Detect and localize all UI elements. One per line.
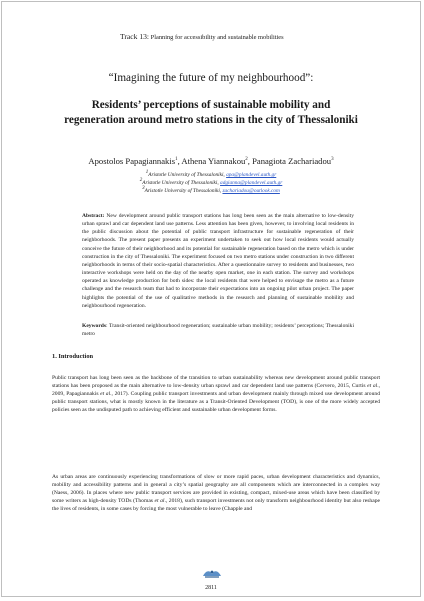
track-number: Track 13: [120,32,150,41]
author-mark: 3 [331,157,334,163]
affiliation-institution: Aristotle University of Thessaloniki, [142,179,219,186]
author-mark: 1 [175,157,178,163]
abstract-text: New development around public transport stations has long been seen as the main alternative to low-density urban sprawl and car dependent land use patterns. Less attention has been given, however, to involving local residents in the public discussion about the potential of public transport infrastructure for sustainable regeneration of their neighborhoods. The present paper presents an experiment undertaken to seek out how local residents would actually conceive the future of their neighborhood and its potential for sustainable regeneration based on the metro which is under construction in the city of Thessaloniki. The experiment focused on two metro stations under construction in two different neighborhoods in terms of their socio-spatial characteristics. After a questionnaire survey to residents and businesses, two interactive workshops were held on the day of the nearby open market, one in each station. The survey and workshops operated as knowledge production for both sides: the local residents that were helped to envisage the metro as a future challenge and the research team that had to incorporate their expectations into an ongoing pilot urban project. The paper highlights the potential of the use of qualitative methods in the research and planning of sustainable mobility and neighbourhood regeneration. [82,213,354,309]
affiliation-email-link[interactable]: zachariadou@outlook.com [222,187,280,194]
et-al: et al [100,391,111,398]
paragraph-text: Public transport has long been seen as the backbone of the transition to urban sustainability whereas new development around public transport stations has been proposed as the main alternative to low-density urban sprawl and car dependent land use patterns (Cervero, 2015, Curtis [52,375,380,390]
affiliation-institution: Aristotle University of Thessaloniki, [148,171,225,178]
author-mark: 2 [245,157,248,163]
affiliation-3 [2,186,420,194]
author-list: Apostolos Papagiannakis$^1$, Athena Yiannakou$^2$, Panagiota Zachariadou$^3$ [88,156,334,166]
paragraph-text: As urban areas are continuously experiencing transformations of slow or more rapid paces, urban development characteristics and dynamics, mobility and accessibility patterns and in general a city’s spatial geography are all components which are interconnected in a complex way (Naess, 2006). In places where new public transport services are provided in existing, compact, mixed-use areas which have been classified by some writers as high-density TODs (Thomas [52,474,380,505]
affiliation-2 [2,178,420,186]
author-name: Athena Yiannakou [181,156,246,166]
keywords [82,322,354,338]
paragraph-text: ., 2018), such transport investments not only transform neighbourhood identity but also reshape the lives of residents, in some cases by forcing the most vulnerable to leave (Chapple and [52,498,380,513]
paragraph-text: ., 2009, Papagiannakis [52,383,380,398]
et-al: et al [154,498,165,505]
affiliation-mark: 3 [142,186,145,191]
paragraph-text: ., 2017). Coupling public transport investments and urban development mainly through mixed use development around public transport stations, what is mostly known in the literature as a Transit-Oriented Development (TOD), is one of the more widely accepted policies seen as the undisputed path to achieving efficient and sustainable urban development forms. [52,391,380,414]
author-name: Panagiota Zachariadou [252,156,332,166]
keywords-label: Keywords [82,323,107,329]
affiliation-1 [2,170,420,178]
intro-paragraph-1 [52,374,380,414]
paper-page [1,1,421,597]
abstract [82,212,354,310]
abstract-label: Abstract: [82,213,105,219]
track-name: Planning for accessibility and sustainable mobilities [150,34,284,41]
affiliation-mark: 2 [139,178,143,183]
intro-paragraph-2 [52,473,380,513]
conference-logo-icon [202,568,222,579]
et-al: et al [367,383,378,390]
author-name: Apostolos Papagiannakis [88,156,176,166]
section-heading: 1. Introduction [52,353,94,360]
affiliation-institution: Aristotle University of Thessaloniki, [144,187,222,194]
paper-subtitle: Residents’ perceptions of sustainable mobility and regeneration around metro stations in the city of Thessaloniki [64,99,358,126]
affiliation-email-link[interactable]: adgianna@plandevel.auth.gr [220,179,283,186]
keywords-text: : Transit-oriented neighbourhood regeneration; sustainable urban mobility; residents’ perceptions; Thessaloniki metro [82,323,354,338]
track-line [120,32,284,41]
affiliation-email-link[interactable]: apa@plandevel.auth.gr [226,171,277,178]
paper-title: “Imagining the future of my neighbourhood”: [108,72,314,84]
page-number: 2811 [205,585,217,591]
affiliation-mark: 1 [145,170,149,175]
